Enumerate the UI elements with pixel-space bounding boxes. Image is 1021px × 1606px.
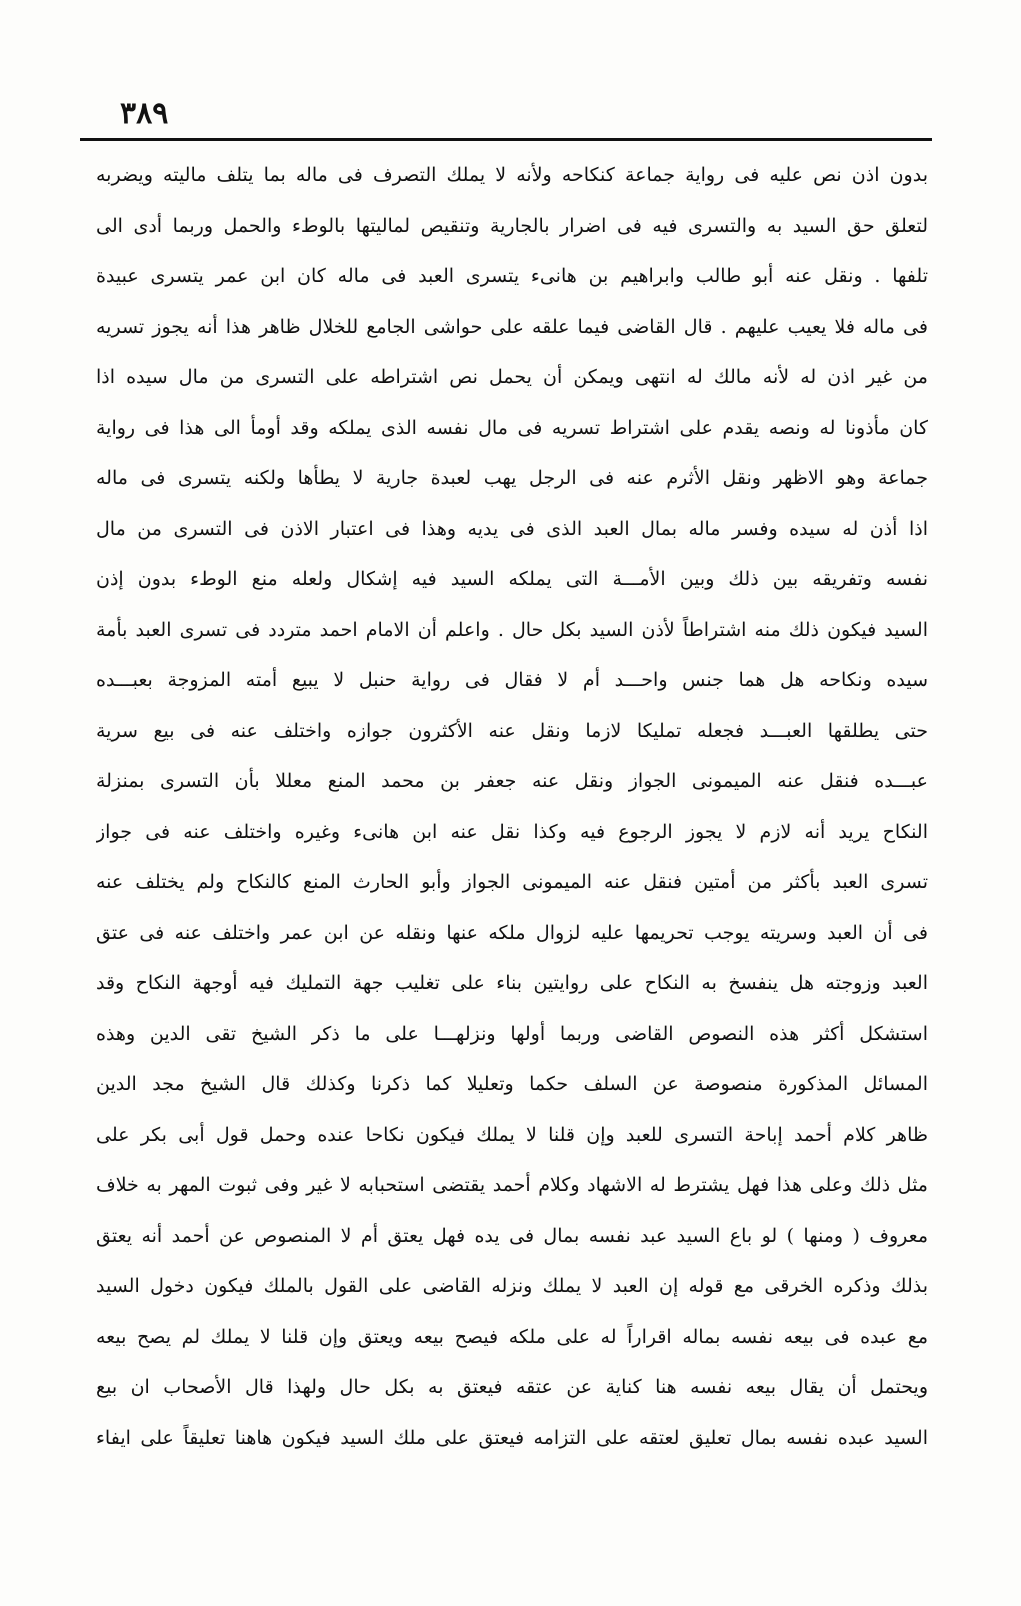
page-header (80, 96, 932, 146)
header-rule (80, 138, 932, 141)
text-line: السيد فيكون ذلك منه اشتراطاً لأذن السيد بكل حال . واعلم أن الامام احمد متردد فى تسرى العبد بأمة (96, 618, 928, 641)
text-line: لتعلق حق السيد به والتسرى فيه فى اضرار بالجارية وتنقيص لماليتها بالوطء والحمل وربما أدى الى (96, 214, 928, 237)
text-line: اذا أذن له سيده وفسر ماله بمال العبد الذى فى يديه وهذا فى اعتبار الاذن فى التسرى من مال (96, 517, 928, 540)
text-line: معروف ( ومنها ) لو باع السيد عبد نفسه بمال فى يده فهل يعتق أم لا المنصوص عن أحمد أنه يعتق (96, 1224, 928, 1247)
text-line: نفسه وتفريقه بين ذلك وبين الأمـــة التى يملكه السيد فيه إشكال ولعله منع الوطء بدون إذن (96, 568, 928, 590)
page-number: ٣٨٩ (120, 96, 169, 131)
text-line: بذلك وذكره الخرقى مع قوله إن العبد لا يملك ونزله القاضى على القول بالملك فيكون دخول السيد (96, 1275, 928, 1297)
text-line: فى ماله فلا يعيب عليهم . قال القاضى فيما علقه على حواشى الجامع للخلال ظاهر هذا أنه يجوز تسريه (96, 315, 928, 338)
text-line: سيده ونكاحه هل هما جنس واحـــد أم لا فقال فى رواية حنبل لا يبيع أمته المزوجة بعبـــده (96, 669, 928, 691)
text-line: المسائل المذكورة منصوصة عن السلف حكما وتعليلا كما ذكرنا وكذلك قال الشيخ مجد الدين (96, 1073, 928, 1095)
text-line: كان مأذونا له ونصه يقدم على اشتراط تسريه فى مال نفسه الذى يملكه وقد أومأ الى هذا فى رواية (96, 416, 928, 439)
text-line: ظاهر كلام أحمد إباحة التسرى للعبد وإن قلنا لا يملك فيكون نكاحا عنده وحمل قول أبى بكر على (96, 1123, 928, 1146)
text-line: مع عبده فى بيعه نفسه بماله اقراراً له على ملكه فيصح بيعه ويعتق وإن قلنا لا يملك لم يصح بيعه (96, 1325, 928, 1348)
text-line: استشكل أكثر هذه النصوص القاضى وربما أولها ونزلهـــا على ما ذكر الشيخ تقى الدين وهذه (96, 1022, 928, 1045)
text-line: تلفها . ونقل عنه أبو طالب وابراهيم بن هانىء يتسرى العبد فى ماله كان ابن عمر يتسرى عبيدة (96, 265, 928, 287)
text-line: بدون اذن نص عليه فى رواية جماعة كنكاحه ولأنه لا يملك التصرف فى ماله بما يتلف ماليته ويضربه (96, 164, 928, 186)
text-line: فى أن العبد وسريته يوجب تحريمها عليه لزوال ملكه عنها ونقله عن ابن عمر واختلف عنه فى عتق (96, 921, 928, 944)
text-line: السيد عبده نفسه بمال تعليق لعتقه على التزامه فيعتق على ملك السيد فيكون هاهنا تعليقاً على ايفاء (96, 1426, 928, 1449)
text-line: تسرى العبد بأكثر من أمتين فنقل عنه الميمونى الجواز وأبو الحارث المنع كالنكاح ولم يختلف عنه (96, 871, 928, 893)
text-line: العبد وزوجته هل ينفسخ به النكاح على روايتين بناء على تغليب جهة التمليك فيه أوجهة النكاح وقد (96, 972, 928, 994)
text-line: النكاح يريد أنه لازم لا يجوز الرجوع فيه وكذا نقل عنه ابن هانىء وغيره واختلف عنه فى جواز (96, 820, 928, 843)
text-line: حتى يطلقها العبـــد فجعله تمليكا لازما ونقل عنه الأكثرون جوازه واختلف عنه فى بيع سرية (96, 719, 928, 742)
text-line: من غير اذن له لأنه مالك له انتهى ويمكن أن يحمل نص اشتراطه على التسرى من مال سيده اذا (96, 366, 928, 388)
text-line: ويحتمل أن يقال بيعه نفسه هنا كناية عن عتقه فيعتق به بكل حال ولهذا قال الأصحاب ان بيع (96, 1376, 928, 1398)
text-line: مثل ذلك وعلى هذا فهل يشترط له الاشهاد وكلام أحمد يقتضى استحبابه لا غير وفى ثبوت المهر به خلاف (96, 1174, 928, 1196)
body-text (96, 150, 928, 1463)
text-line: جماعة وهو الاظهر ونقل الأثرم عنه فى الرجل يهب لعبدة جارية لا يطأها ولكنه يتسرى فى ماله (96, 467, 928, 489)
text-line: عبـــده فنقل عنه الميمونى الجواز ونقل عنه جعفر بن محمد المنع معللا بأن التسرى بمنزلة (96, 770, 928, 792)
